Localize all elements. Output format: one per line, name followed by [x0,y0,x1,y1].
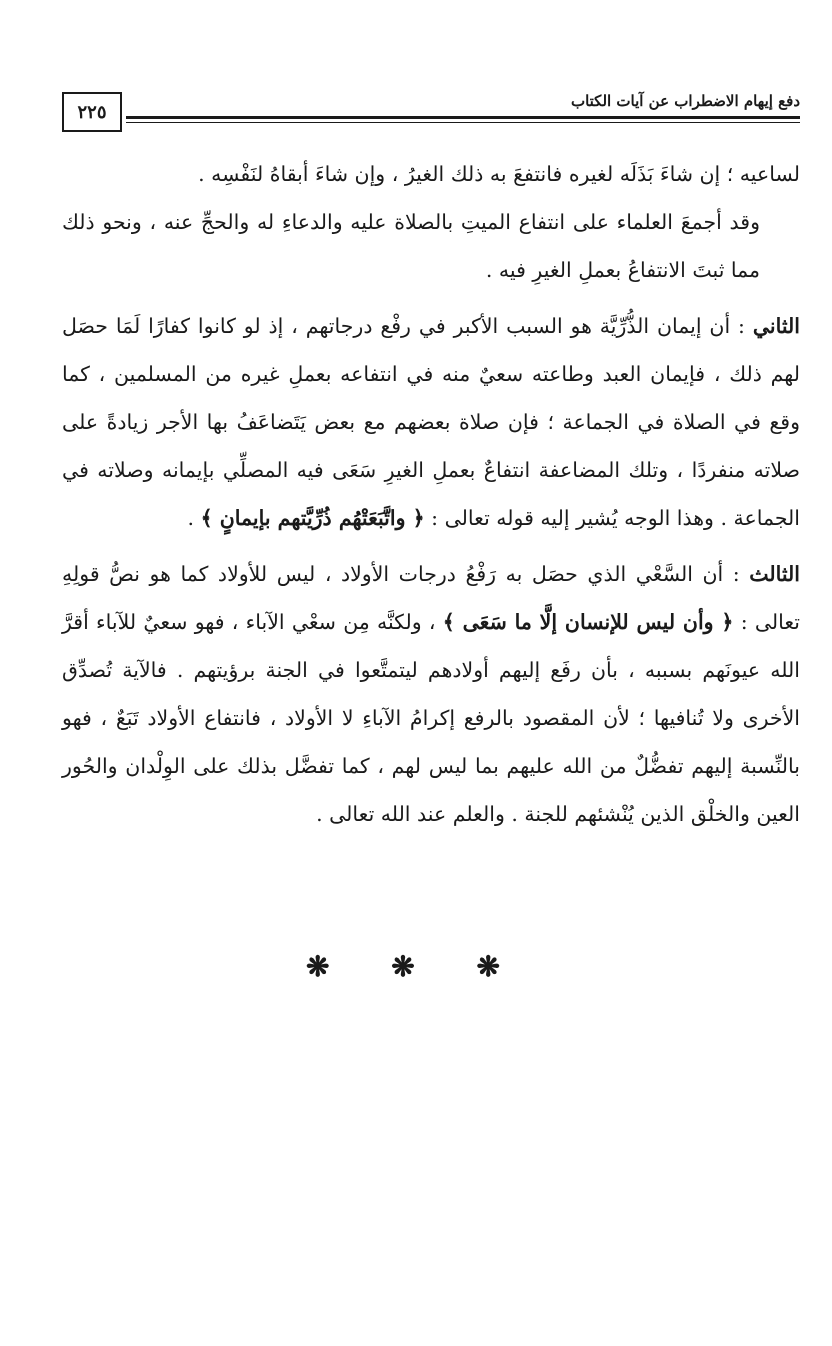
point-heading: الثالث [749,562,800,586]
paragraph-tail: ، ولكنَّه مِن سعْي الآباء ، فهو سعيٌ للآباء أقرَّ الله عيونَهم بسببه ، بأن رفَع إليهم أولادهم ليتمتَّعوا في الجنة برؤيتهم . فالآية تُصدِّق الأخرى ولا تُنافيها ؛ لأن المقصود بالرفع إكرامُ الآباءِ لا الأولاد ، فانتفاع الأولاد تَبَعٌ ، فهو بالنِّسبة إليهم تفضُّلٌ من الله عليهم بما ليس لهم ، كما تفضَّل بذلك على الوِلْدان والحُور العين والخلْق الذين يُنْشئهم للجنة . والعلم عند الله تعالى . [62,610,800,826]
body-text [62,150,800,838]
quran-verse: ﴿ وأن ليس للإنسان إلَّا ما سَعَى ﴾ [442,610,734,634]
running-title: دفع إيهام الاضطراب عن آيات الكتاب [570,92,800,110]
paragraph-third-point [62,550,800,838]
paragraph-tail: . [187,506,201,530]
paragraph-text: : أن السَّعْي الذي حصَل به رَفْعُ درجات الأولاد ، ليس للأولاد كما هو نصُّ قولِهِ تعالى : [62,562,800,634]
paragraph-continuation [62,150,800,198]
header-rule-thick [126,116,800,119]
quran-verse: ﴿ واتَّبَعَتْهُم ذُرِّيَّتهم بإيمانٍ ﴾ [200,506,425,530]
paragraph-text: : أن إيمان الذُّرِّيَّة هو السبب الأكبر في رفْع درجاتهم ، إذ لو كانوا كفارًا لَمَا حصَل لهم ذلك ، فإيمان العبد وطاعته سعيٌ منه في انتفاعه بعملِ غيره من المسلمين ، كما وقع في الصلاة في الجماعة ؛ فإن صلاة بعضهم مع بعض يَتَضاعَفُ بها الأجر زيادةً على صلاته منفردًا ، وتلك المضاعفة انتفاعٌ بعملِ الغيرِ سَعَى فيه المصلِّي بإيمانه وصلاته في الجماعة . وهذا الوجه يُشير إليه قوله تعالى : [62,314,800,530]
paragraph-consensus [62,198,800,294]
page-header [62,92,800,132]
header-rule-thin [126,122,800,123]
paragraph-text: وقد أجمعَ العلماء على انتفاع الميتِ بالصلاة عليه والدعاءِ له والحجِّ عنه ، ونحو ذلك مما ثبتَ الانتفاعُ بعملِ الغيرِ فيه . [62,210,760,282]
section-separator: ❋ ❋ ❋ [306,950,526,983]
point-heading: الثاني [752,314,800,338]
paragraph-second-point [62,302,800,542]
paragraph-text: لساعيه ؛ إن شاءَ بَذَلَه لغيره فانتفعَ به ذلك الغيرُ ، وإن شاءَ أبقاهُ لنَفْسِه . [198,162,800,186]
page-number: ٢٢٥ [62,92,122,132]
